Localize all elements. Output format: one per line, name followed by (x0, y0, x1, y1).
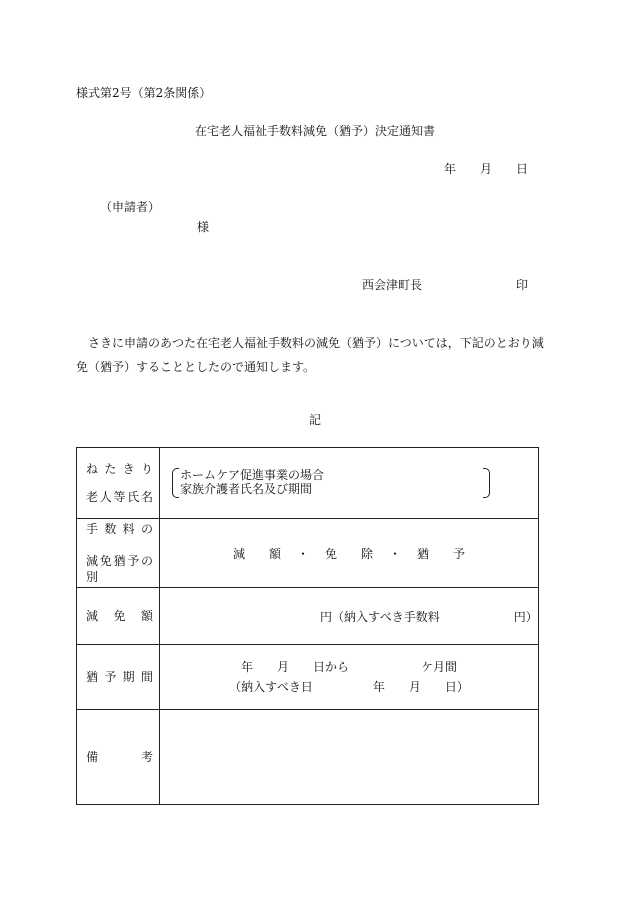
option-exemption[interactable]: 免 除 (324, 546, 373, 561)
value-cell-name[interactable] (160, 448, 539, 519)
option-deferral[interactable]: 猶 予 (417, 546, 466, 561)
table-row-name (77, 448, 539, 519)
due-date-line: （納入すべき日 年 月 日） (229, 680, 469, 694)
issuer-name: 西会津町長 (362, 278, 423, 292)
label-cell-period (77, 645, 160, 710)
table-row-type (77, 519, 539, 588)
document-title: 在宅老人福祉手数料減免（猶予）決定通知書 (194, 124, 435, 138)
exemption-options (160, 545, 538, 562)
option-separator: ・ (296, 546, 309, 561)
label-text: 備考 (86, 750, 153, 764)
label-cell-remarks (77, 710, 160, 805)
label-text: 老人等氏名 (86, 490, 153, 504)
issue-date: 年 月 日 (444, 162, 529, 176)
left-bracket (172, 468, 179, 498)
table-row-period (77, 645, 539, 710)
value-cell-period[interactable] (160, 645, 539, 710)
care-note-bracket (172, 468, 490, 498)
label-cell-name (77, 448, 160, 519)
label-text: 手数料の (86, 522, 153, 536)
period-line: 年 月 日から ケ月間 (240, 660, 457, 674)
label-cell-type (77, 519, 160, 588)
seal-mark: 印 (516, 278, 529, 292)
amount-suffix: 円） (513, 609, 538, 624)
label-text: 減免額 (86, 609, 153, 623)
option-reduction[interactable]: 減 額 (232, 546, 281, 561)
value-cell-amount[interactable] (160, 588, 539, 645)
label-text: ねたきり (86, 462, 153, 476)
applicant-label: （申請者） (100, 200, 161, 214)
table-row-amount (77, 588, 539, 645)
right-bracket (483, 468, 490, 498)
value-cell-remarks[interactable] (160, 710, 539, 805)
form-number: 様式第2号（第2条関係） (76, 86, 212, 100)
honorific: 様 (197, 220, 210, 234)
record-table (76, 447, 539, 805)
care-note-text (180, 468, 324, 496)
label-text: 減免猶予の別 (86, 554, 153, 584)
value-cell-type[interactable] (160, 519, 539, 588)
record-heading: 記 (308, 413, 321, 427)
notice-body: さきに申請のあつた在宅老人福祉手数料の減免（猶予）については，下記のとおり減免（猶予）することとしたので通知します。 (76, 336, 544, 374)
care-note-line: ホームケア促進事業の場合 (180, 468, 325, 482)
amount-prefix: 円（納入すべき手数料 (320, 609, 440, 624)
label-cell-amount (77, 588, 160, 645)
table-row-remarks (77, 710, 539, 805)
option-separator: ・ (389, 546, 402, 561)
label-text: 猶予期間 (86, 670, 153, 684)
care-note-line: 家族介護者氏名及び期間 (180, 482, 313, 496)
